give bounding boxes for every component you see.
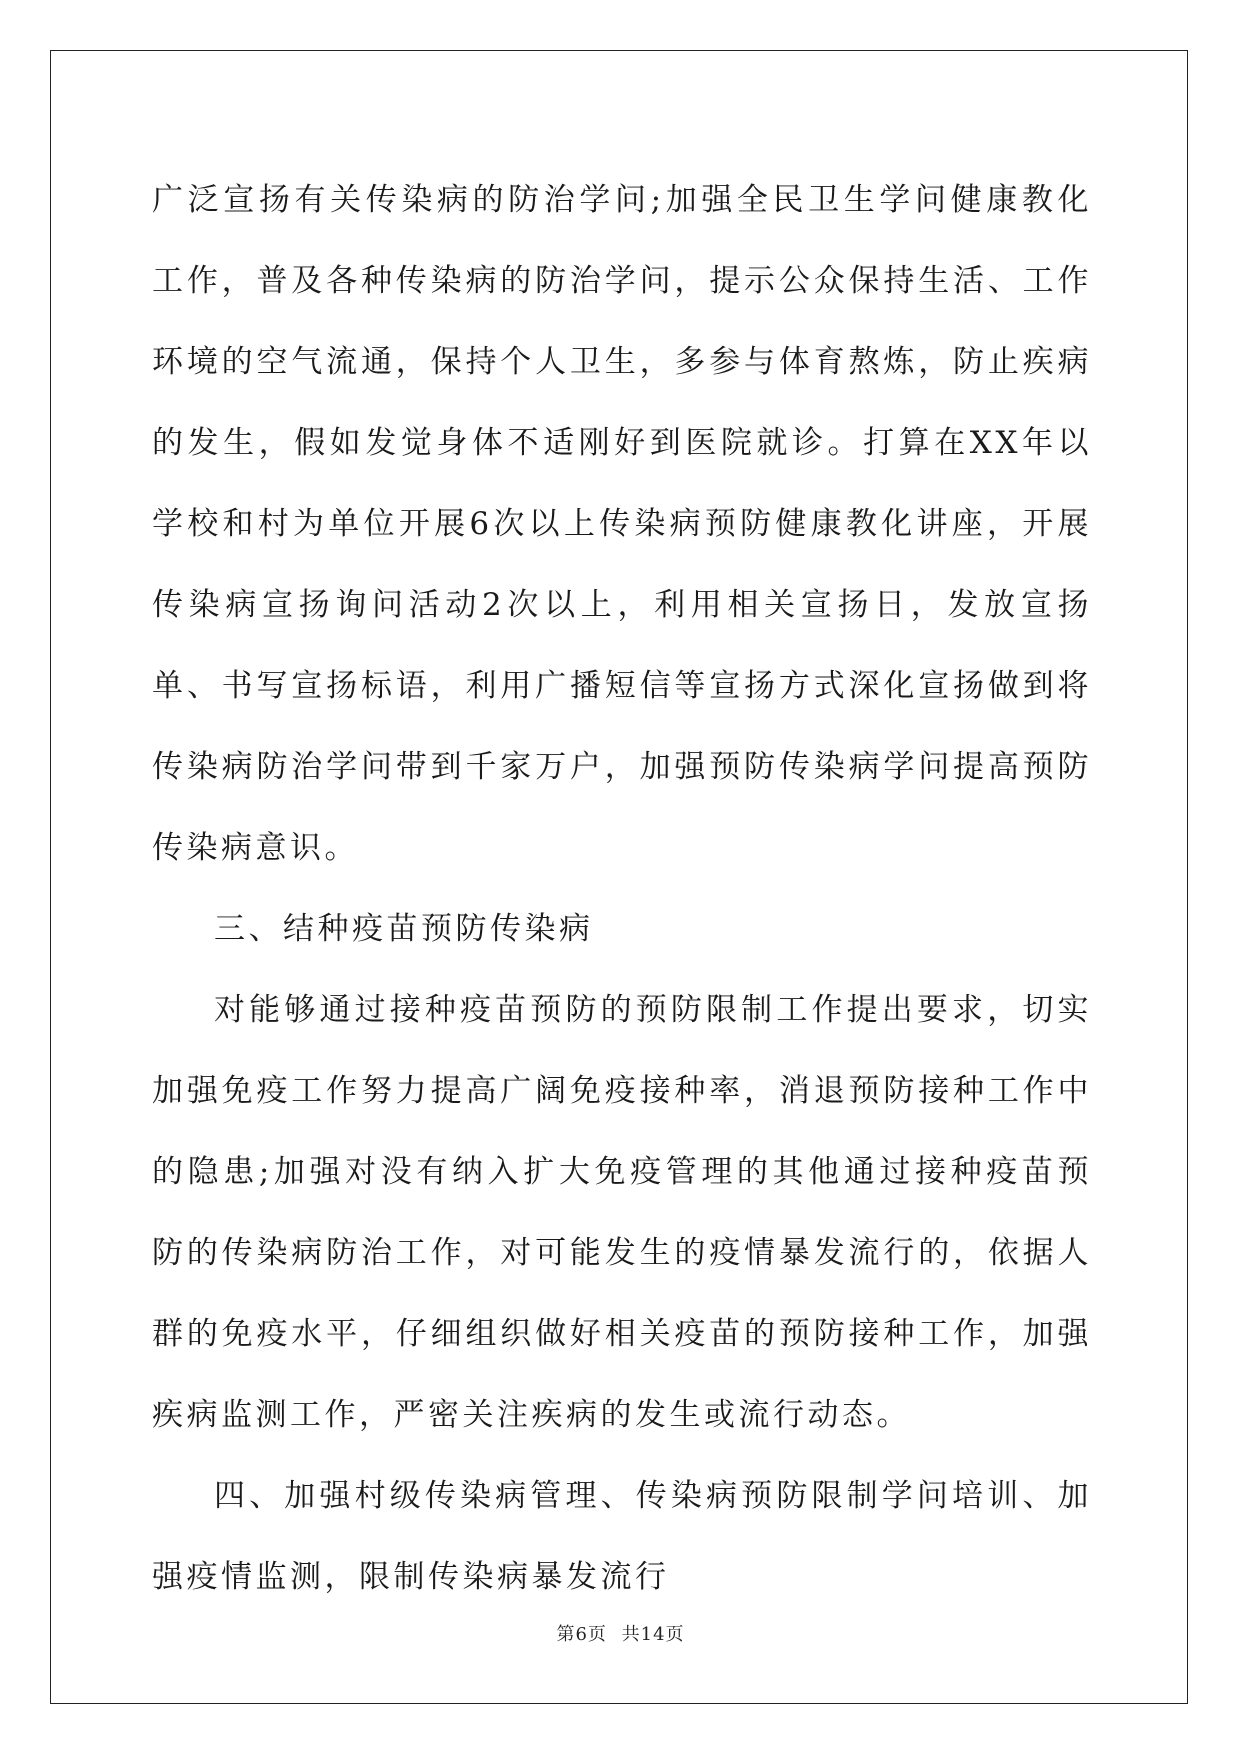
section-heading-village-management: 四、加强村级传染病管理、传染病预防限制学问培训、加强疫情监测，限制传染病暴发流行	[152, 1478, 1092, 1595]
current-page-label: 第6页	[556, 1624, 607, 1645]
document-body	[152, 160, 1092, 1618]
page-footer	[0, 1620, 1241, 1646]
section-heading-vaccination: 三、结种疫苗预防传染病	[214, 911, 594, 947]
paragraph-vaccination: 对能够通过接种疫苗预防的预防限制工作提出要求，切实加强免疫工作努力提高广阔免疫接种率，消退预防接种工作中的隐患;加强对没有纳入扩大免疫管理的其他通过接种疫苗预防的传染病防治工作，对可能发生的疫情暴发流行的，依据人群的免疫水平，仔细组织做好相关疫苗的预防接种工作，加强疾病监测工作，严密关注疾病的发生或流行动态。	[152, 992, 1092, 1433]
paragraph-prevention-education: 广泛宣扬有关传染病的防治学问;加强全民卫生学问健康教化工作，普及各种传染病的防治学问，提示公众保持生活、工作环境的空气流通，保持个人卫生，多参与体育熬炼，防止疾病的发生，假如发觉身体不适刚好到医院就诊。打算在XX年以学校和村为单位开展6次以上传染病预防健康教化讲座，开展传染病宣扬询问活动2次以上，利用相关宣扬日，发放宣扬单、书写宣扬标语，利用广播短信等宣扬方式深化宣扬做到将传染病防治学问带到千家万户，加强预防传染病学问提高预防传染病意识。	[152, 182, 1092, 866]
total-pages-label: 共14页	[621, 1624, 685, 1645]
